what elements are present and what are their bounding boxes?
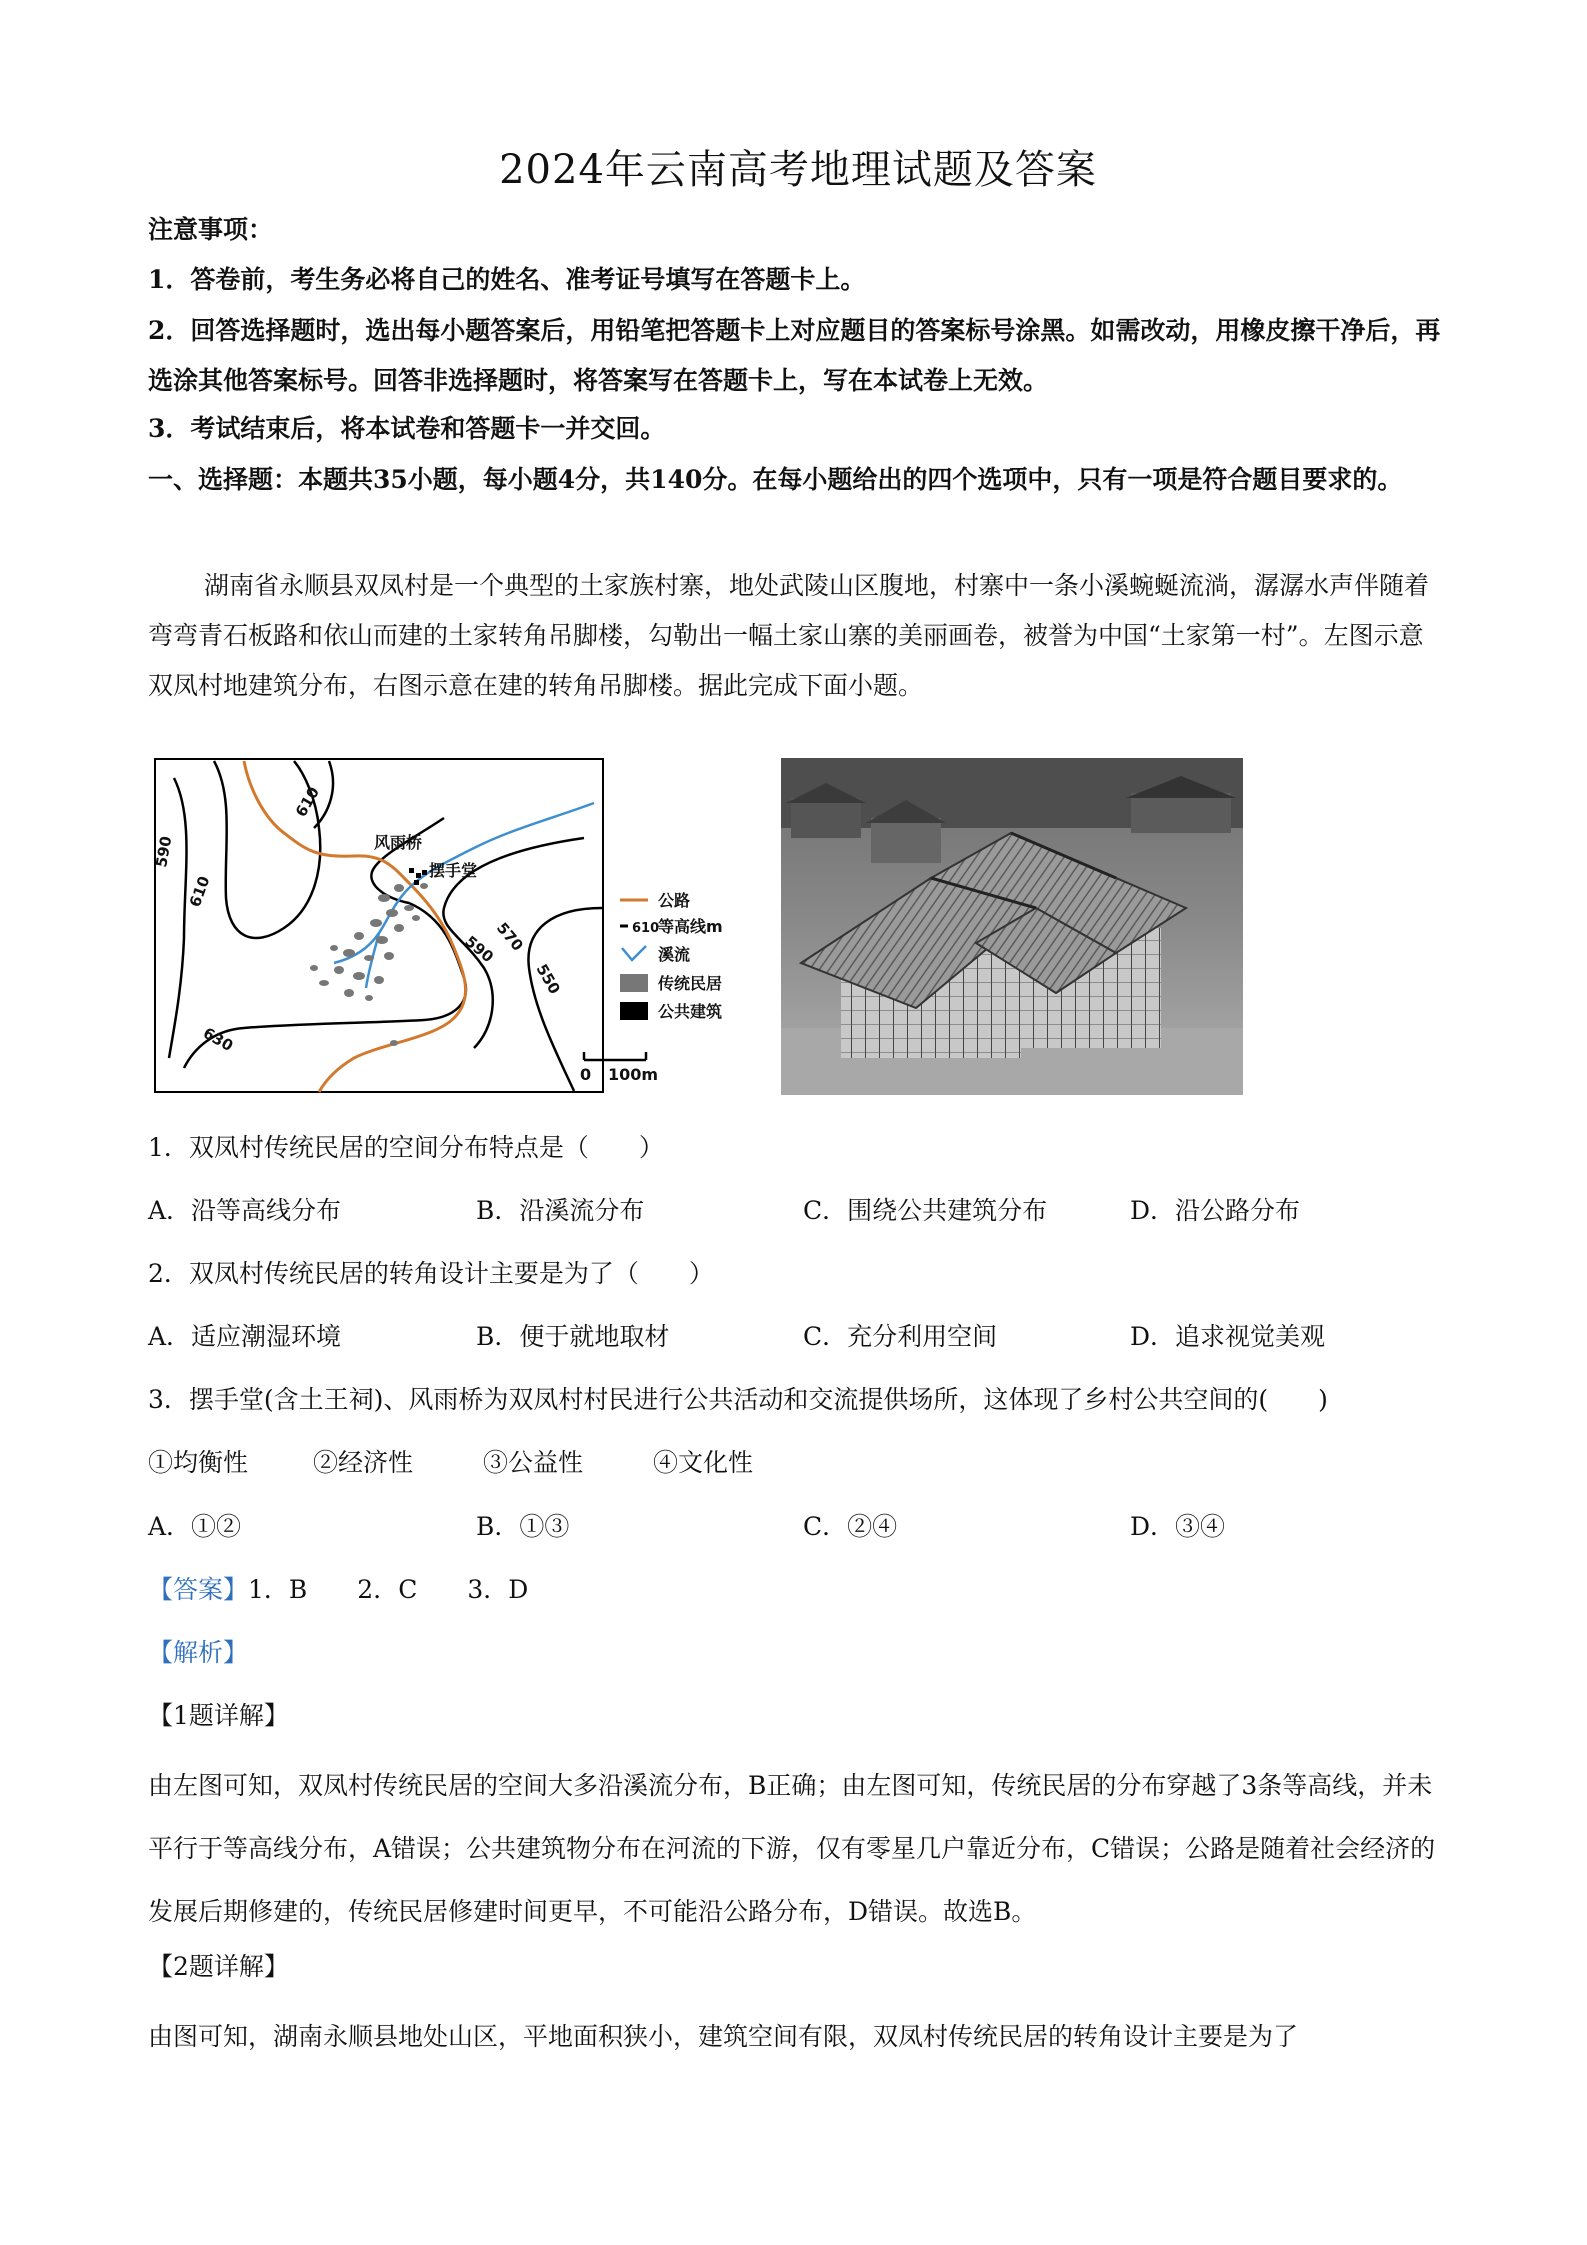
public-building-mark [409, 868, 414, 873]
scale-zero: 0 [580, 1065, 592, 1084]
house-mark [412, 915, 420, 921]
section-heading: 一、选择题：本题共35小题，每小题4分，共140分。在每小题给出的四个选项中，只有一项是符合题目要求的。 [148, 465, 1403, 494]
contour-label: 570 [492, 919, 527, 955]
detail-2-text: 由图可知，湖南永顺县地处山区，平地面积狭小，建筑空间有限，双凤村传统民居的转角设计主要是为了 [148, 2022, 1299, 2051]
village-map [154, 758, 604, 1093]
analysis-tag: 【解析】 [148, 1638, 249, 1667]
answer-text: 1．B 2．C 3．D [248, 1575, 529, 1604]
answer-line [148, 1573, 528, 1607]
q2-option-c[interactable]: C．充分利用空间 [803, 1322, 998, 1351]
scale-distance: 100m [608, 1065, 659, 1084]
legend-road-label: 公路 [658, 891, 691, 910]
house-mark [384, 952, 394, 960]
house-mark [343, 949, 355, 957]
legend-stream-label: 溪流 [658, 945, 691, 964]
house-mark [334, 966, 344, 974]
q1-option-a[interactable]: A．沿等高线分布 [148, 1196, 342, 1225]
house-mark [376, 936, 388, 944]
answer-tag: 【答案】 [148, 1575, 249, 1604]
legend-public-swatch [620, 1002, 648, 1020]
house-mark [394, 924, 404, 932]
house-mark [404, 905, 414, 911]
contour-label: 630 [200, 1023, 237, 1056]
page-title: 2024年云南高考地理试题及答案 [499, 147, 1097, 193]
house-mark [310, 965, 318, 971]
bridge-label: 风雨桥 [374, 833, 423, 852]
q3-options [148, 1510, 1448, 1544]
hall-label: 摆手堂 [429, 861, 478, 880]
detail-1-text: 由左图可知，双凤村传统民居的空间大多沿溪流分布，B正确；由左图可知，传统民居的分布穿越了3条等高线，并未平行于等高线分布，A错误；公共建筑物分布在河流的下游，仅有零星几户靠近分布，C错误；公路是随着社会经济的发展后期修建的，传统民居修建时间更早，不可能沿公路分布，D错误。故选B。 [148, 1771, 1436, 1926]
legend-contour-value: 610 [632, 921, 660, 936]
q3-option-c[interactable]: C．②④ [803, 1512, 898, 1541]
legend-houses-label: 传统民居 [658, 974, 723, 993]
house-mark [330, 945, 338, 951]
q2-option-b[interactable]: B．便于就地取材 [476, 1322, 670, 1351]
notice-item-3: 3．考试结束后，将本试卷和答题卡一并交回。 [148, 414, 666, 443]
house-mark [386, 909, 398, 917]
contour-label: 590 [461, 932, 497, 967]
house-mark [390, 1040, 398, 1046]
q3-option-a[interactable]: A．①② [148, 1512, 242, 1541]
q3-statement-2: ②经济性 [313, 1448, 414, 1477]
detail-1-tag: 【1题详解】 [148, 1701, 289, 1730]
legend-stream-swatch [622, 946, 646, 960]
public-building-mark [416, 873, 421, 878]
passage: 湖南省永顺县双凤村是一个典型的土家族村寨，地处武陵山区腹地，村寨中一条小溪蜿蜒流淌，潺潺水声伴随着弯弯青石板路和依山而建的土家转角吊脚楼，勾勒出一幅土家山寨的美丽画卷，被誉为中国“土家第一村”。左图示意双凤村地建筑分布，右图示意在建的转角吊脚楼。据此完成下面小题。 [148, 571, 1430, 700]
q3-statement-4: ④文化性 [653, 1448, 754, 1477]
q1-options [148, 1194, 1448, 1228]
house-mark [364, 955, 374, 961]
house-mark [365, 995, 373, 1001]
photo-house [791, 798, 861, 838]
notice-heading: 注意事项： [148, 215, 274, 244]
contour-label: 610 [185, 873, 214, 910]
q3-option-d[interactable]: D．③④ [1130, 1512, 1226, 1541]
house-mark [353, 972, 365, 980]
house-mark [354, 932, 364, 940]
map-legend-panel [580, 890, 770, 1100]
contour-label: 590 [152, 834, 176, 869]
notice-item-1: 1．答卷前，考生务必将自己的姓名、准考证号填写在答题卡上。 [148, 265, 866, 294]
q2-option-a[interactable]: A．适应潮湿环境 [148, 1322, 342, 1351]
q1-option-d[interactable]: D．沿公路分布 [1130, 1196, 1301, 1225]
house-mark [319, 980, 329, 986]
q2-stem: 2．双凤村传统民居的转角设计主要是为了（ ） [148, 1259, 714, 1288]
building-photo [781, 758, 1243, 1095]
map-svg [154, 758, 604, 1093]
public-building-mark [414, 880, 419, 885]
photo-svg [781, 758, 1243, 1095]
legend-svg [580, 890, 770, 1100]
house-mark [370, 919, 382, 927]
q2-options [148, 1320, 1448, 1354]
q3-option-b[interactable]: B．①③ [476, 1512, 570, 1541]
detail-2-tag: 【2题详解】 [148, 1952, 289, 1981]
q2-option-d[interactable]: D．追求视觉美观 [1130, 1322, 1326, 1351]
q3-statements [148, 1446, 1448, 1480]
q1-option-c[interactable]: C．围绕公共建筑分布 [803, 1196, 1048, 1225]
house-mark [374, 976, 384, 984]
contour-label: 550 [532, 961, 564, 998]
q1-stem: 1．双凤村传统民居的空间分布特点是（ ） [148, 1133, 664, 1162]
house-mark [420, 883, 428, 889]
house-mark [394, 884, 404, 892]
notice-item-2: 2．回答选择题时，选出每小题答案后，用铅笔把答题卡上对应题目的答案标号涂黑。如需改动，用橡皮擦干净后，再选涂其他答案标号。回答非选择题时，将答案写在答题卡上，写在本试卷上无效。 [148, 316, 1441, 395]
contour-label: 610 [291, 783, 324, 820]
q3-stem: 3．摆手堂(含土王祠)、风雨桥为双凤村村民进行公共活动和交流提供场所，这体现了乡村公共空间的( ) [148, 1385, 1328, 1414]
house-mark [344, 989, 354, 997]
legend-houses-swatch [620, 974, 648, 992]
legend-contour-label: 等高线m [658, 917, 723, 936]
q3-statement-1: ①均衡性 [148, 1448, 249, 1477]
q1-option-b[interactable]: B．沿溪流分布 [476, 1196, 645, 1225]
legend-public-label: 公共建筑 [658, 1002, 723, 1021]
q3-statement-3: ③公益性 [483, 1448, 584, 1477]
house-mark [378, 894, 390, 902]
public-building-mark [422, 870, 427, 875]
